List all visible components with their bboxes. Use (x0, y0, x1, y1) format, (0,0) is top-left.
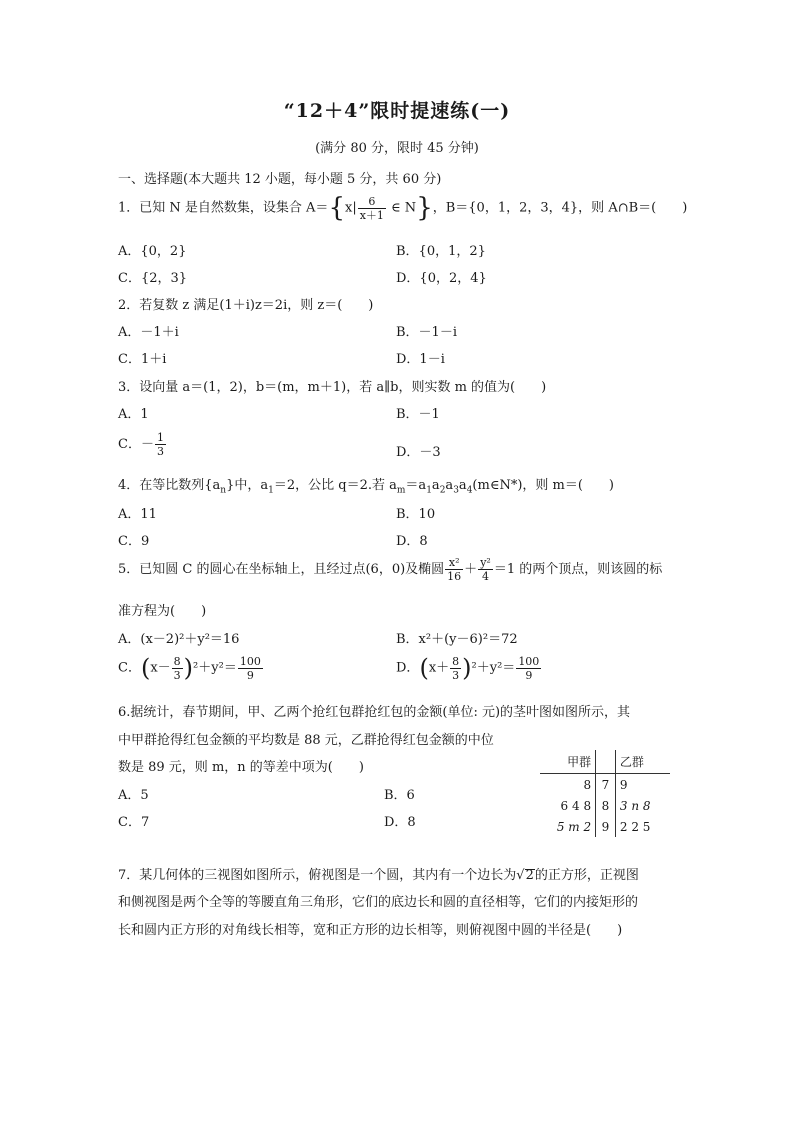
brace-left: { (328, 193, 345, 223)
q3-option-a: A．1 (118, 407, 149, 422)
q2-option-d: D．1－i (396, 352, 445, 367)
q5-option-d: D．(x＋ $\frac{8}{3}$ )²＋y²＝ $\frac{100}{9}$ (396, 654, 540, 682)
stem-leaf-row: 5 m 2 9 2 2 5 (540, 816, 670, 837)
question-4: 4．在等比数列$\{a_n\}$中，$a_1=2$，公比 q＝2.若 $a_m=a_1a_2a_3a_4(m\in N*)$，则 m＝( ) (118, 478, 614, 496)
q4-option-a: A．11 (118, 507, 157, 522)
q4-option-d: D．8 (396, 534, 428, 549)
question-2: 2．若复数 z 满足(1＋i)z＝2i，则 z＝( ) (118, 298, 374, 313)
q2-option-c: C．1＋i (118, 352, 167, 367)
stem-leaf-header (540, 750, 670, 774)
q1-option-a: A．{0，2} (118, 244, 187, 259)
q1-fraction: $\frac{6}{x+1}$ (359, 194, 384, 222)
stem-leaf-plot (540, 750, 670, 837)
q2-option-a: A．－1＋i (118, 325, 179, 340)
q4-option-c: C．9 (118, 534, 150, 549)
header-left: 甲群 (540, 750, 596, 774)
sqrt-value: 2 (525, 868, 534, 883)
q5-frac-y: $\frac{\text{y²}}{4}$ (480, 556, 491, 583)
question-3: 3．设向量 a＝(1，2)，b＝(m，m＋1)，若 a∥b，则实数 m 的值为( ) (118, 380, 547, 395)
q5-option-b: B．x²＋(y－6)²＝72 (396, 632, 518, 647)
q3-c-fraction: $\frac{1}{3}$ (156, 431, 164, 458)
q1-text-post: ，B＝{0，1，2，3，4}，则 A∩B＝( ) (432, 200, 688, 216)
q1-set-var: x (344, 200, 353, 216)
q6-option-c: C．7 (118, 815, 150, 830)
question-5: 5．已知圆 C 的圆心在坐标轴上，且经过点(6，0)及椭圆 $\frac{\text{x²}}{16}$ ＋ $\frac{\text{y²}}{4}$ ＝1 的两个顶点，则该圆的标 (118, 556, 663, 583)
question-6-line1: 6.据统计，春节期间，甲、乙两个抢红包群抢红包的金额(单位: 元)的茎叶图如图所示，其 (118, 705, 631, 720)
q3-option-b: B．－1 (396, 407, 440, 422)
stem-leaf-row: 8 7 9 (540, 774, 670, 796)
q5-option-a: A．(x－2)²＋y²＝16 (118, 632, 240, 647)
page-title: “12＋4”限时提速练(一) (283, 100, 511, 122)
question-6-line3: 数是 89 元，则 m，n 的等差中项为( ) (118, 760, 364, 775)
question-6-line2: 中甲群抢得红包金额的平均数是 88 元，乙群抢得红包金额的中位 (118, 733, 494, 748)
q3-option-d: D．－3 (396, 445, 441, 460)
q5-option-c: C．(x－ $\frac{8}{3}$ )²＋y²＝ $\frac{100}{9}$ (118, 654, 261, 682)
question-7-line2: 和侧视图是两个全等的等腰直角三角形，它们的底边长和圆的直径相等，它们的内接矩形的 (118, 895, 639, 910)
section-heading: 一、选择题(本大题共 12 小题，每小题 5 分，共 60 分) (118, 172, 442, 187)
q1-option-c: C．{2，3} (118, 271, 188, 286)
q1-text: 1．已知 N 是自然数集，设集合 A＝ (118, 200, 329, 216)
q6-option-b: B．6 (384, 788, 415, 803)
q2-option-b: B．－1－i (396, 325, 457, 340)
question-7-line3: 长和圆内正方形的对角线长相等，宽和正方形的边长相等，则俯视图中圆的半径是( ) (118, 923, 623, 938)
page-subtitle: (满分 80 分，限时 45 分钟) (315, 141, 479, 156)
stem-leaf-table (540, 750, 670, 837)
q6-option-a: A．5 (118, 788, 149, 803)
q1-option-b: B．{0，1，2} (396, 244, 486, 259)
q6-option-d: D．8 (384, 815, 416, 830)
question-5-line2: 准方程为( ) (118, 604, 207, 619)
q3-option-c: C．－ $\frac{1}{3}$ (118, 431, 164, 458)
q4-option-b: B．10 (396, 507, 436, 522)
brace-right: } (416, 193, 433, 223)
stem-leaf-row: 6 4 8 8 3 n 8 (540, 795, 670, 816)
question-1: 1．已知 N 是自然数集，设集合 A＝{x| $\frac{6}{x+1}$ ∈ N}，B＝{0，1，2，3，4}，则 A∩B＝( ) (118, 193, 688, 223)
header-right: 乙群 (615, 750, 670, 774)
q1-in-n: ∈ N (386, 200, 417, 216)
question-7-line1: 7．某几何体的三视图如图所示，俯视图是一个圆，其内有一个边长为√2的正方形，正视图 (118, 868, 639, 883)
q5-frac-x: $\frac{\text{x²}}{16}$ (447, 556, 462, 583)
q1-option-d: D．{0，2，4} (396, 271, 487, 286)
